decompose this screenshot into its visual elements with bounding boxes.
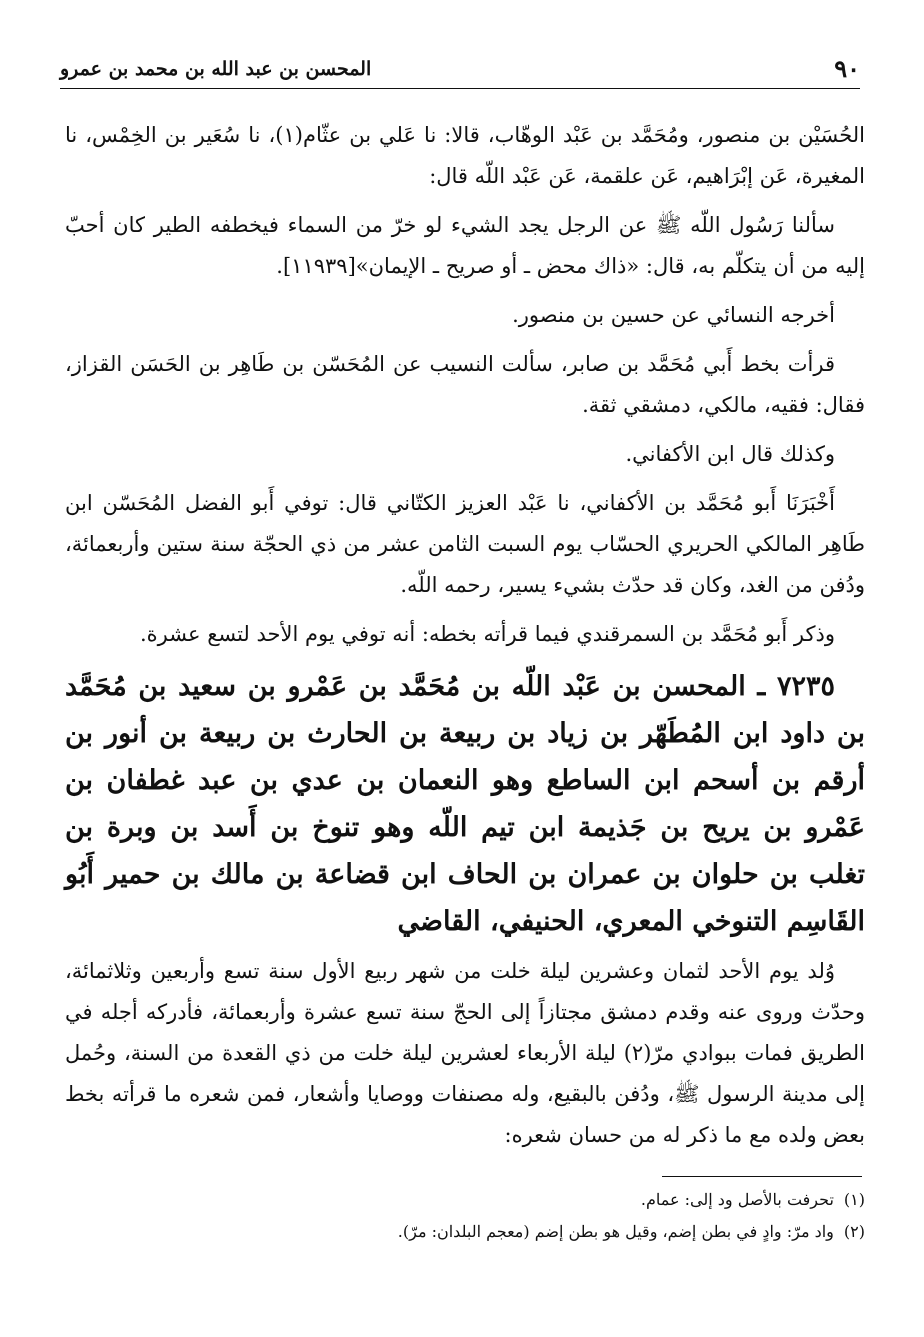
hadith-text: سألنا رَسُول اللّه ﷺ عن الرجل يجد الشيء لو خرّ من السماء فيخطفه الطير كان أحبّ إليه من أن يتكلّم به، قال: «ذاك محض ـ أو صريح ـ الإيمان»[١١٩٣٩]. [65, 213, 865, 278]
footnote-separator [662, 1176, 862, 1177]
samarqandi-note: وذكر أَبو مُحَمَّد بن السمرقندي فيما قرأته بخطه: أنه توفي يوم الأحد لتسع عشرة. [139, 622, 835, 646]
reading-note: قرأت بخط أَبي مُحَمَّد بن صابر، سألت النسيب عن المُحَسّن بن طَاهِر بن الحَسَن القزاز، فقال: فقيه، مالكي، دمشقي ثقة. [65, 352, 865, 417]
footnote-1 [65, 1184, 865, 1216]
footnote-text: تحرفت بالأصل ود إلى: عمام. [640, 1190, 834, 1209]
page-body [65, 115, 865, 1164]
takhrij-note: أخرجه النسائي عن حسين بن منصور. [512, 303, 835, 327]
footnote-2 [65, 1216, 865, 1248]
page-number: ٩٠ [834, 54, 860, 83]
isnad-paragraph: الحُسَيْن بن منصور، ومُحَمَّد بن عَبْد الوهّاب، قالا: نا عَلي بن عثّام(١)، نا سُعَير بن الخِمْس، نا المغيرة، عَن إبْرَاهيم، عَن علقمة، عَن عَبْد اللّه قال: [65, 123, 866, 188]
entry-title: ـ المحسن بن عَبْد اللّه بن مُحَمَّد بن عَمْرو بن سعيد بن مُحَمَّد بن داود ابن المُطَهّر بن زياد بن ربيعة بن الحارث بن ربيعة بن أنور بن أرقم بن أسحم ابن الساطع وهو النعمان بن عدي بن عبد غطفان بن عَمْرو بن يريح بن جَذيمة ابن تيم اللّه وهو تنوخ بن أَسد بن وبرة بن تغلب بن حلوان بن عمران بن الحاف ابن قضاعة بن مالك بن حمير أَبُو القَاسِم التنوخي المعري، الحنيفي، القاضي [65, 671, 865, 937]
footnote-number: (١) [843, 1190, 865, 1209]
footnote-number: (٢) [843, 1222, 865, 1241]
running-title: المحسن بن عبد الله بن محمد بن عمرو [60, 58, 372, 80]
entry-number: ٧٢٣٥ [777, 671, 836, 702]
ibn-akfani-note: وكذلك قال ابن الأكفاني. [625, 442, 835, 466]
page-header [60, 54, 860, 89]
death-report: أَخْبَرَنَا أَبو مُحَمَّد بن الأكفاني، نا عَبْد العزيز الكتّاني قال: توفي أَبو الفضل المُحَسّن ابن طَاهِر المالكي الحريري الحسّاب يوم السبت الثامن عشر من ذي الحجّة سنة ستين وأربعمائة، ودُفن من الغد، وكان قد حدّث بشيء يسير، رحمه اللّه. [65, 491, 865, 597]
footnote-text: واد مرّ: وادٍ في بطن إضم، وقيل هو بطن إضم (معجم البلدان: مرّ). [397, 1222, 834, 1241]
biography-entry-heading [65, 663, 865, 945]
biography-text: وُلد يوم الأحد لثمان وعشرين ليلة خلت من شهر ربيع الأول سنة تسع وأربعين وثلاثمائة، وحدّث وروى عنه وقدم دمشق مجتازاً إلى الحجّ سنة تسع عشرة وأربعمائة، فأدركه أجله في الطريق فمات ببوادي مرّ(٢) ليلة الأربعاء لعشرين ليلة خلت من ذي القعدة من السنة، وحُمل إلى مدينة الرسول ﷺ، ودُفن بالبقيع، وله مصنفات ووصايا وأشعار، فمن شعره ما قرأته بخط بعض ولده مع ما ذكر له من حسان شعره: [65, 959, 865, 1147]
footnotes [65, 1184, 865, 1248]
